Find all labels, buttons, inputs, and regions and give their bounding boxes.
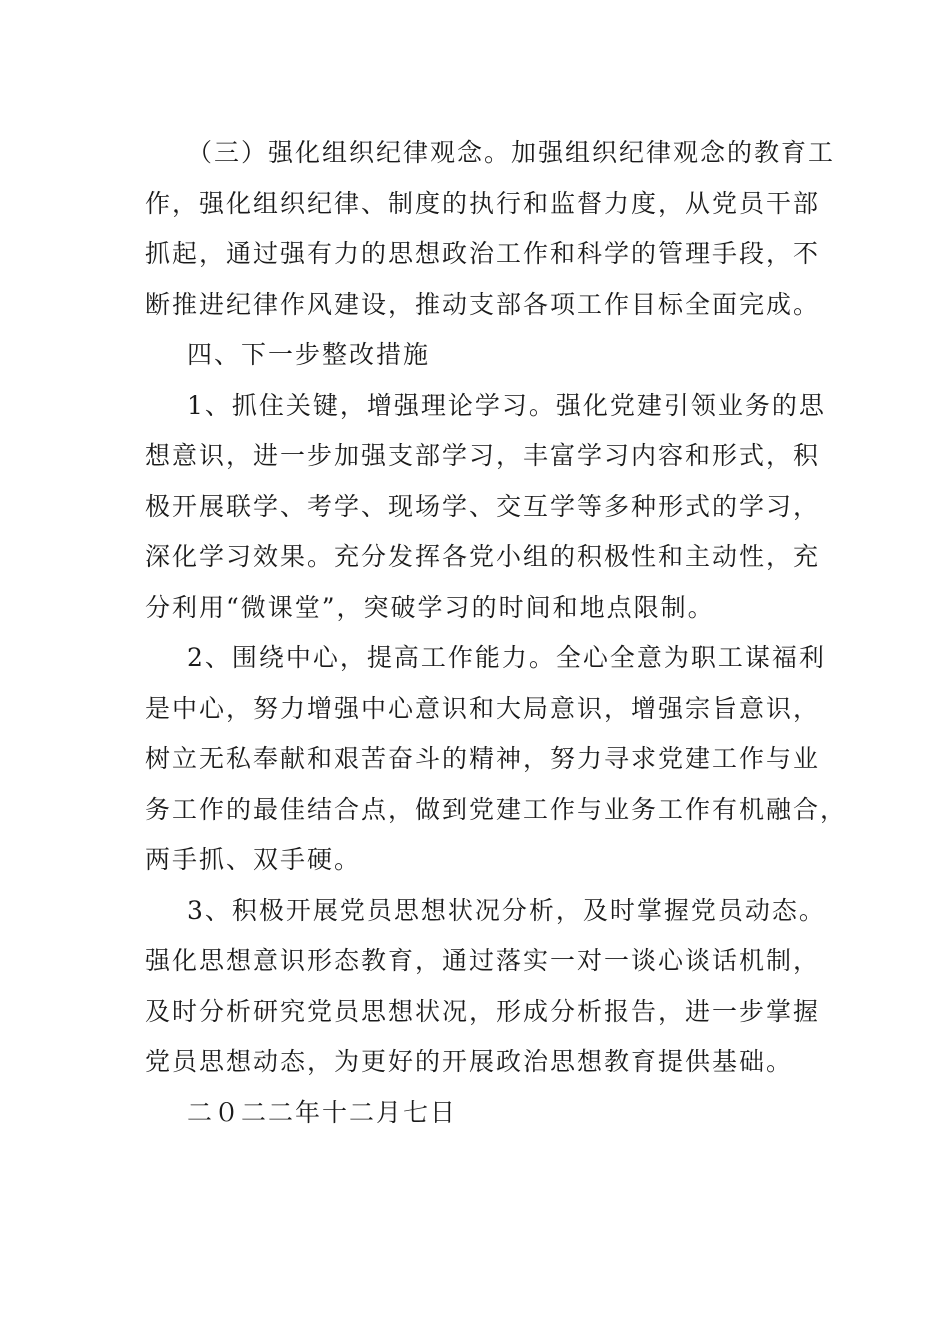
text-line: 深化学习效果。充分发挥各党小组的积极性和主动性，充 xyxy=(145,542,821,571)
text-line: 1、抓住关键，增强理论学习。强化党建引领业务的思 xyxy=(187,390,826,420)
text-line: 断推进纪律作风建设，推动支部各项工作目标全面完成。 xyxy=(145,289,821,319)
text-line: 是中心，努力增强中心意识和大局意识，增强宗旨意识， xyxy=(145,693,821,723)
section-heading-next-steps xyxy=(145,330,805,381)
text-line: 及时分析研究党员思想状况，形成分析报告，进一步掌握 xyxy=(145,996,821,1026)
text-line: 极开展联学、考学、现场学、交互学等多种形式的学习， xyxy=(145,491,821,521)
text-line: 2、围绕中心，提高工作能力。全心全意为职工谋福利 xyxy=(187,643,826,672)
text-line: 树立无私奉献和艰苦奋斗的精神，努力寻求党建工作与业 xyxy=(145,744,821,773)
document-date xyxy=(145,1088,805,1139)
paragraph-discipline xyxy=(145,128,836,330)
text-line: 分利用“微课堂”，突破学习的时间和地点限制。 xyxy=(145,592,715,622)
section-heading: 四、下一步整改措施 xyxy=(187,340,431,369)
paragraph-measure-3 xyxy=(145,886,826,1088)
paragraph-measure-2 xyxy=(145,633,848,886)
paragraph-measure-1 xyxy=(145,381,826,634)
text-line: 抓起，通过强有力的思想政治工作和科学的管理手段，不 xyxy=(145,239,821,268)
text-line: 想意识，进一步加强支部学习，丰富学习内容和形式，积 xyxy=(145,441,821,470)
text-line: 强化思想意识形态教育，通过落实一对一谈心谈话机制， xyxy=(145,946,821,975)
text-line: 党员思想动态，为更好的开展政治思想教育提供基础。 xyxy=(145,1047,794,1076)
date-line: 二０二二年十二月七日 xyxy=(187,1097,458,1127)
text-line: （三）强化组织纪律观念。加强组织纪律观念的教育工 xyxy=(187,138,836,167)
document-body xyxy=(145,128,848,1138)
text-line: 3、积极开展党员思想状况分析，及时掌握党员动态。 xyxy=(187,895,826,925)
text-line: 务工作的最佳结合点，做到党建工作与业务工作有机融合， xyxy=(145,794,848,824)
text-line: 作，强化组织纪律、制度的执行和监督力度，从党员干部 xyxy=(145,188,821,218)
text-line: 两手抓、双手硬。 xyxy=(145,845,362,874)
